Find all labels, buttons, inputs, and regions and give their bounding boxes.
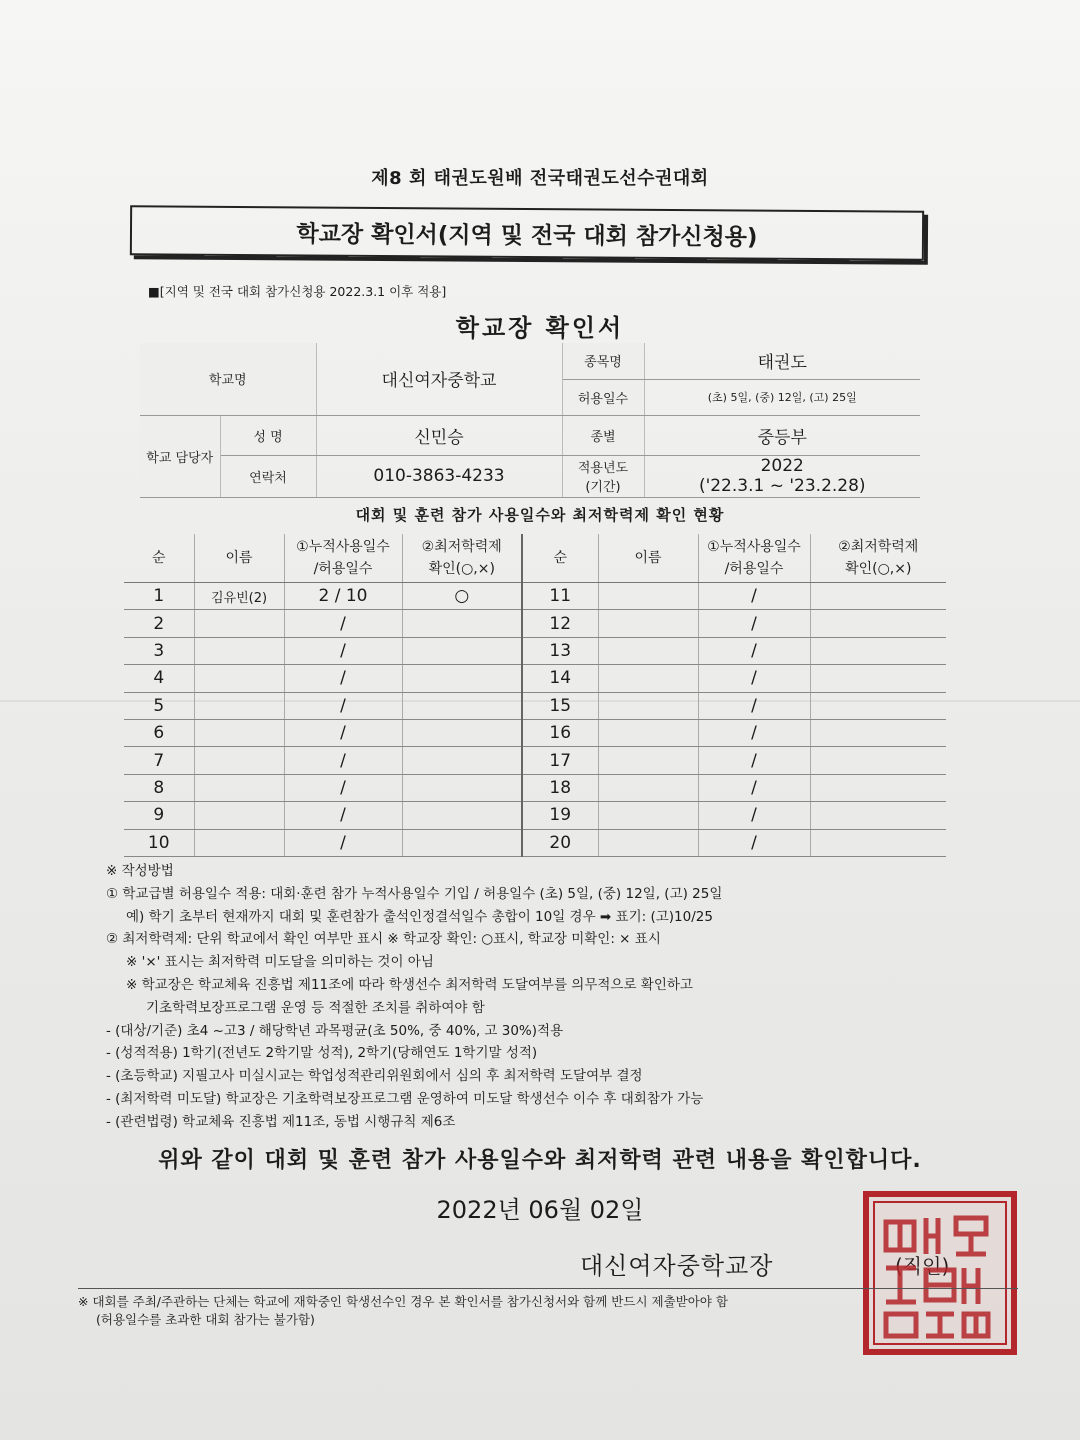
table-row	[124, 829, 946, 856]
row-days: /	[284, 610, 402, 637]
division-label: 종별	[562, 415, 644, 455]
manager-label: 학교 담당자	[140, 415, 220, 497]
principal-name: 대신여자중학교장	[580, 1252, 774, 1280]
header-days-line2: /허용일수	[313, 561, 373, 577]
school-value: 대신여자중학교	[316, 343, 562, 415]
table-row	[124, 719, 946, 746]
row-no-2: 18	[522, 774, 598, 801]
row-no: 2	[124, 610, 194, 637]
row-name-2	[598, 829, 698, 856]
header-min-2	[810, 534, 946, 583]
contact-value: 010-3863-4233	[316, 455, 562, 497]
row-no-2: 15	[522, 692, 598, 719]
row-no: 9	[124, 802, 194, 829]
row-no: 10	[124, 829, 194, 856]
applicability-note: ■[지역 및 전국 대회 참가신청용 2022.3.1 이후 적용]	[148, 284, 447, 299]
header-no-2: 순	[522, 534, 598, 583]
row-no: 1	[124, 583, 194, 610]
row-days: /	[284, 637, 402, 664]
row-no-2: 13	[522, 637, 598, 664]
method-line: 기초학력보장프로그램 운영 등 적절한 조치를 취하여야 함	[146, 999, 485, 1016]
row-no-2: 12	[522, 610, 598, 637]
header-days-2-line2: /허용일수	[724, 561, 784, 577]
row-min-check-2	[810, 665, 946, 692]
table-row	[124, 747, 946, 774]
row-min-check	[402, 829, 522, 856]
row-min-check-2	[810, 774, 946, 801]
row-no-2: 16	[522, 719, 598, 746]
row-min-check-2	[810, 829, 946, 856]
footer-notes	[78, 1293, 958, 1329]
name-label: 성 명	[220, 415, 316, 455]
method-line: - (초등학교) 지필고사 미실시교는 학업성적관리위원회에서 심의 후 최저학력 도달여부 결정	[106, 1068, 643, 1085]
row-name	[194, 829, 284, 856]
header-min-2-line2: 확인(○,×)	[845, 561, 912, 577]
document-title-box	[130, 205, 924, 261]
footer-note-1: ※ 대회를 주최/주관하는 단체는 학교에 재학중인 학생선수인 경우 본 확인서를 참가신청서와 함께 반드시 제출받아야 함	[78, 1294, 728, 1309]
sport-label: 종목명	[562, 343, 644, 379]
header-days	[284, 534, 402, 583]
status-title: 대회 및 훈련 참가 사용일수와 최저학력제 확인 현황	[355, 506, 725, 524]
row-no-2: 14	[522, 665, 598, 692]
row-min-check	[402, 610, 522, 637]
method-line: - (최저학력 미도달) 학교장은 기초학력보장프로그램 운영하여 미도달 학생선수 이수 후 대회참가 가능	[106, 1090, 704, 1107]
row-min-check-2	[810, 637, 946, 664]
header-days-2-line1: ①누적사용일수	[707, 539, 801, 555]
row-min-check-2	[810, 692, 946, 719]
row-min-check	[402, 802, 522, 829]
writing-method	[106, 860, 956, 1134]
row-min-check-2	[810, 610, 946, 637]
table-row	[124, 802, 946, 829]
row-min-check	[402, 637, 522, 664]
method-line: ※ 학교장은 학교체육 진흥법 제11조에 따라 학생선수 최저학력 도달여부를 의무적으로 확인하고	[126, 976, 693, 993]
row-no: 6	[124, 719, 194, 746]
row-days: /	[284, 747, 402, 774]
row-min-check-2	[810, 802, 946, 829]
contact-label: 연락처	[220, 455, 316, 497]
row-days-2: /	[698, 802, 810, 829]
table-row	[124, 610, 946, 637]
row-name-2	[598, 747, 698, 774]
year-label: 적용년도	[577, 461, 629, 476]
row-days: 2 / 10	[284, 583, 402, 610]
row-days-2: /	[698, 637, 810, 664]
row-name-2	[598, 665, 698, 692]
allowed-days-value: (초) 5일, (중) 12일, (고) 25일	[644, 379, 920, 415]
row-days: /	[284, 802, 402, 829]
year-label-cell	[562, 455, 644, 497]
status-table	[124, 534, 946, 857]
row-days: /	[284, 665, 402, 692]
row-name	[194, 719, 284, 746]
year-period: ('22.3.1 ~ '23.2.28)	[698, 476, 866, 496]
table-row	[124, 583, 946, 610]
school-label: 학교명	[140, 343, 316, 415]
confirmation-statement: 위와 같이 대회 및 훈련 참가 사용일수와 최저학력 관련 내용을 확인합니다.	[158, 1148, 922, 1173]
official-seal-stamp	[860, 1188, 1020, 1358]
row-days-2: /	[698, 665, 810, 692]
table-row	[124, 637, 946, 664]
header-min-line1: ②최저학력제	[421, 539, 502, 555]
header-days-2	[698, 534, 810, 583]
footer-divider	[78, 1288, 1018, 1289]
method-heading: ※ 작성방법	[106, 863, 174, 879]
row-min-check-2	[810, 719, 946, 746]
year-cell	[644, 455, 920, 497]
row-name-2	[598, 692, 698, 719]
division-value: 중등부	[644, 415, 920, 455]
method-line: ① 학교급별 허용일수 적용: 대회·훈련 참가 누적사용일수 기입 / 허용일수 (초) 5일, (중) 12일, (고) 25일	[106, 885, 723, 902]
row-min-check: ○	[402, 583, 522, 610]
row-no: 4	[124, 665, 194, 692]
header-min-2-line1: ②최저학력제	[838, 539, 919, 555]
row-name-2	[598, 774, 698, 801]
row-no-2: 19	[522, 802, 598, 829]
year-value: 2022	[760, 456, 804, 476]
row-days: /	[284, 719, 402, 746]
method-line: - (대상/기준) 초4 ~고3 / 해당학년 과목평균(초 50%, 중 40%, 고 30%)적용	[106, 1022, 564, 1039]
row-no-2: 11	[522, 583, 598, 610]
row-days: /	[284, 692, 402, 719]
row-min-check-2	[810, 583, 946, 610]
name-value: 신민승	[316, 415, 562, 455]
row-name: 김유빈(2)	[194, 583, 284, 610]
row-name	[194, 774, 284, 801]
row-days: /	[284, 774, 402, 801]
table-row	[124, 692, 946, 719]
method-line: - (성적적용) 1학기(전년도 2학기말 성적), 2학기(당해연도 1학기말 성적)	[106, 1045, 538, 1062]
table-row	[124, 774, 946, 801]
allowed-days-label: 허용일수	[562, 379, 644, 415]
header-no: 순	[124, 534, 194, 583]
method-line: ② 최저학력제: 단위 학교에서 확인 여부만 표시 ※ 학교장 확인: ○표시, 학교장 미확인: × 표시	[106, 931, 661, 948]
row-name	[194, 637, 284, 664]
row-days: /	[284, 829, 402, 856]
row-no-2: 17	[522, 747, 598, 774]
method-line: ※ '×' 표시는 최저학력 미도달을 의미하는 것이 아님	[126, 954, 434, 971]
row-no: 3	[124, 637, 194, 664]
row-name-2	[598, 610, 698, 637]
row-min-check	[402, 692, 522, 719]
row-name-2	[598, 719, 698, 746]
event-title: 제8 회 태권도원배 전국태권도선수권대회	[371, 168, 709, 189]
row-days-2: /	[698, 719, 810, 746]
row-name-2	[598, 583, 698, 610]
row-days-2: /	[698, 610, 810, 637]
method-line: - (관련법령) 학교체육 진흥법 제11조, 동법 시행규칙 제6조	[106, 1113, 456, 1130]
row-no: 5	[124, 692, 194, 719]
row-days-2: /	[698, 747, 810, 774]
footer-note-2: (허용일수를 초과한 대회 참가는 불가함)	[96, 1312, 315, 1327]
row-name	[194, 665, 284, 692]
header-name: 이름	[194, 534, 284, 583]
row-name	[194, 747, 284, 774]
form-title: 학교장 확인서	[455, 314, 625, 342]
issue-date: 2022년 06월 02일	[436, 1196, 644, 1224]
header-name-2: 이름	[598, 534, 698, 583]
row-min-check	[402, 719, 522, 746]
row-min-check	[402, 747, 522, 774]
row-name	[194, 692, 284, 719]
header-days-line1: ①누적사용일수	[296, 539, 390, 555]
table-row	[124, 665, 946, 692]
row-no: 8	[124, 774, 194, 801]
row-days-2: /	[698, 829, 810, 856]
method-line: 예) 학기 초부터 현재까지 대회 및 훈련참가 출석인정결석일수 총합이 10일 경우 ➡ 표기: (고)10/25	[126, 908, 713, 925]
header-min-line2: 확인(○,×)	[428, 561, 495, 577]
row-name	[194, 802, 284, 829]
row-days-2: /	[698, 583, 810, 610]
row-name	[194, 610, 284, 637]
row-no-2: 20	[522, 829, 598, 856]
row-no: 7	[124, 747, 194, 774]
row-min-check	[402, 774, 522, 801]
document-title: 학교장 확인서(지역 및 전국 대회 참가신청용)	[296, 220, 758, 251]
year-label-sub: (기간)	[585, 480, 621, 495]
sport-value: 태권도	[644, 343, 920, 379]
status-header-row	[124, 534, 946, 583]
header-min	[402, 534, 522, 583]
row-name-2	[598, 637, 698, 664]
row-min-check	[402, 665, 522, 692]
row-min-check-2	[810, 747, 946, 774]
school-info-table	[140, 343, 920, 498]
row-days-2: /	[698, 692, 810, 719]
row-days-2: /	[698, 774, 810, 801]
row-name-2	[598, 802, 698, 829]
